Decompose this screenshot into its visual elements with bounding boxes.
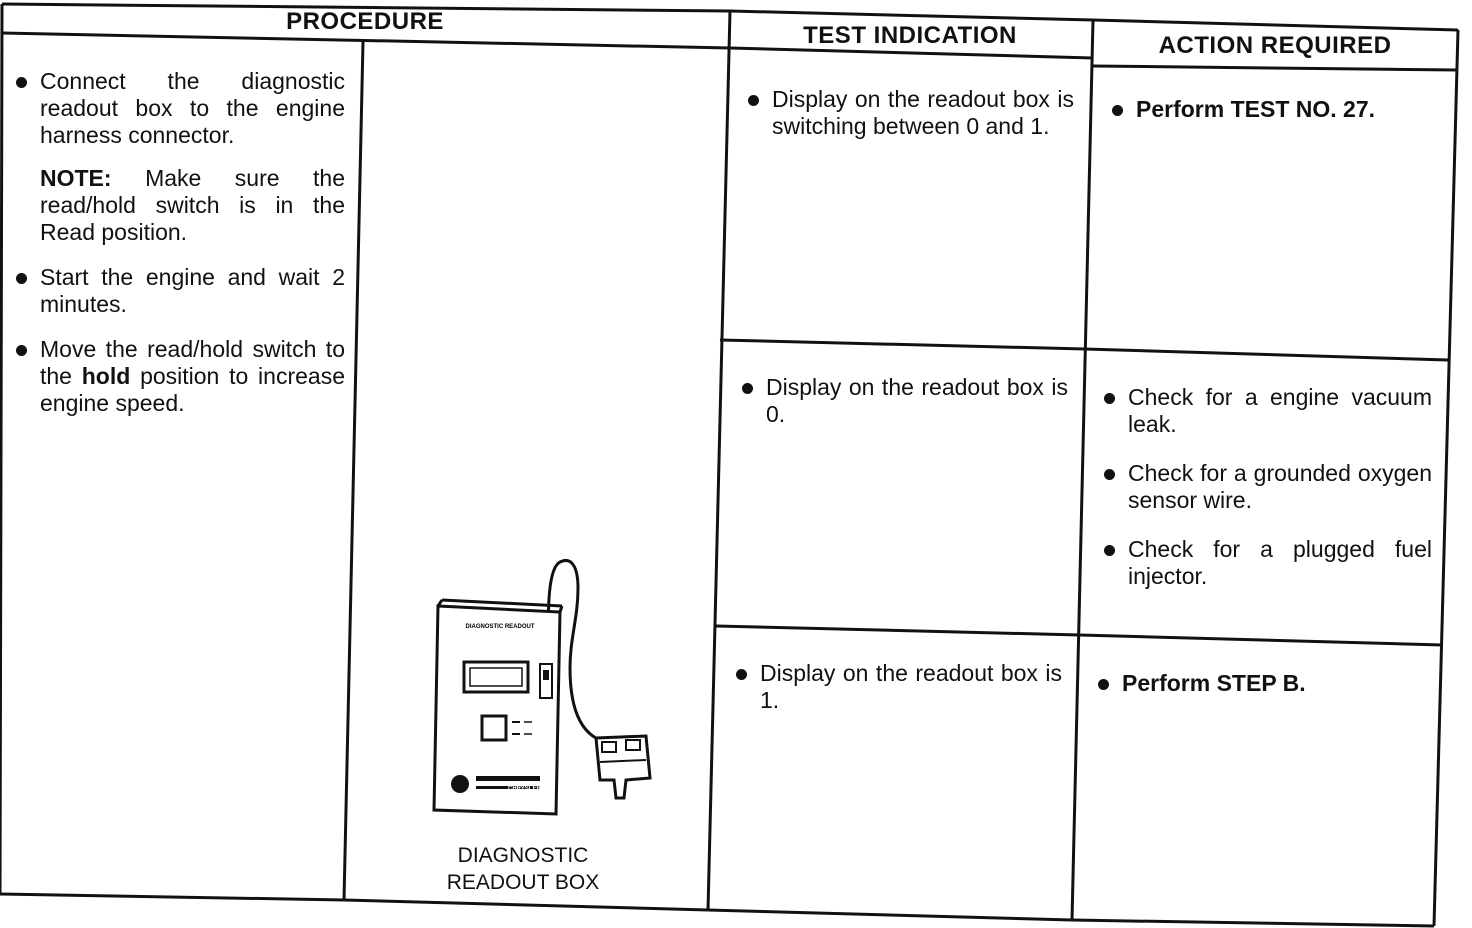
bullet-icon [1098,679,1109,690]
action-text: Perform STEP B. [1122,670,1306,696]
action-required-header: ACTION REQUIRED [1158,32,1392,59]
procedure-step-1 [10,68,345,149]
bullet-icon [16,345,27,356]
action-text: Perform TEST NO. 27. [1136,96,1376,122]
action-row-3 [1092,670,1426,697]
illustration-caption [420,842,626,896]
procedure-step-1-text: Connect the diagnostic readout box to the engine harness connector. [40,68,345,148]
bullet-icon [1104,469,1115,480]
bullet-icon [736,669,747,680]
indication-row-1 [742,86,1074,140]
indication-text: Display on the readout box is 0. [766,374,1068,427]
caption-line-1: DIAGNOSTIC [457,844,589,867]
diagnostic-readout-box-illustration [420,548,670,828]
bullet-icon [16,273,27,284]
action-row-1 [1106,96,1434,123]
indication-text: Display on the readout box is switching between 0 and 1. [772,86,1074,139]
action-item [1098,384,1432,438]
bullet-icon [748,95,759,106]
action-row-2 [1098,384,1432,590]
action-text: Check for a plugged fuel injector. [1128,536,1432,589]
action-item [1098,460,1432,514]
bullet-icon [16,77,27,88]
bullet-icon [1112,105,1123,116]
device-brand: CHRYSLER [508,786,541,792]
device-label: DIAGNOSTIC READOUT [465,624,535,630]
procedure-step-3-bold: hold [81,363,131,389]
indication-row-3 [730,660,1062,714]
bullet-icon [742,383,753,394]
procedure-step-3 [10,336,345,417]
action-text: Check for a engine vacuum leak. [1128,384,1432,437]
action-text: Check for a grounded oxygen sensor wire. [1128,460,1432,513]
indication-text: Display on the readout box is 1. [760,660,1062,713]
bullet-icon [1104,393,1115,404]
indication-row-2 [736,374,1068,428]
procedure-header: PROCEDURE [286,8,444,35]
note-label: NOTE: [40,165,112,191]
caption-line-2: READOUT BOX [446,871,600,894]
procedure-note [10,165,345,246]
procedure-step-3-text-a: Move the read/hold switch to the [40,336,345,389]
note-text: Make sure the read/hold switch is in the Read position. [40,165,345,245]
bullet-icon [1104,545,1115,556]
procedure-step-2-text: Start the engine and wait 2 minutes. [40,264,345,317]
test-indication-header: TEST INDICATION [803,22,1017,49]
action-item [1098,536,1432,590]
procedure-step-2 [10,264,345,318]
procedure-step-3-text-b: position to increase engine speed. [40,363,345,416]
procedure-steps [10,68,345,417]
